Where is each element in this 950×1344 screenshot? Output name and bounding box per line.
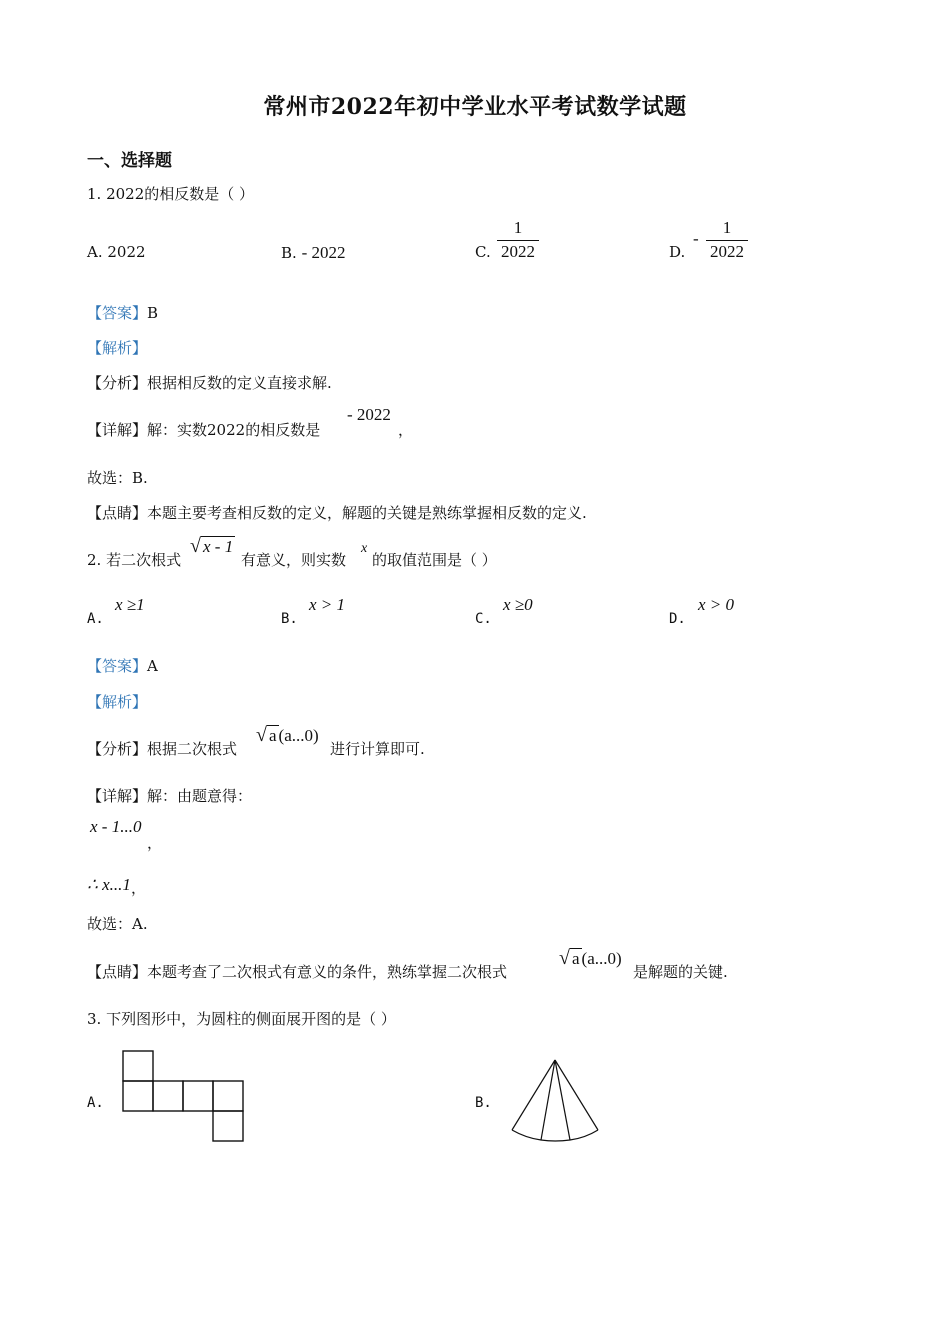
q2-choose: 故选：A. bbox=[87, 915, 148, 933]
q2-fenxi-condition: (a...0) bbox=[278, 726, 319, 745]
q1-option-c-label: C. bbox=[475, 243, 491, 261]
sqrt-icon: √ bbox=[256, 724, 267, 746]
q2-dianjing-pre bbox=[87, 961, 507, 982]
q2-fenxi-math bbox=[256, 724, 319, 747]
q1-option-d-fraction bbox=[706, 218, 748, 262]
q2-step2: ∴ x...1 bbox=[87, 875, 131, 894]
q2-stem-pre: 2. 若二次根式 bbox=[87, 551, 182, 569]
answer-tag: 【答案】 bbox=[87, 304, 148, 322]
q2-step2-comma: ， bbox=[131, 879, 147, 897]
q2-detail bbox=[87, 785, 252, 806]
q2-step1-comma: ， bbox=[147, 834, 163, 852]
detail-tag: 【详解】 bbox=[87, 421, 148, 439]
q1-option-a bbox=[87, 243, 146, 261]
q2-option-d-label: D. bbox=[669, 611, 686, 627]
q2-fenxi-text: 根据二次根式 bbox=[147, 740, 238, 758]
q1-dianjing-text: 本题主要考查相反数的定义，解题的关键是熟练掌握相反数的定义. bbox=[147, 504, 587, 522]
q1-stem: 1. 2022的相反数是（ ） bbox=[87, 185, 255, 203]
q2-option-c-value: x ≥0 bbox=[503, 595, 533, 614]
q1-option-d-sign: - bbox=[693, 229, 699, 248]
detail-tag: 【详解】 bbox=[87, 787, 148, 805]
q1-option-b-value: - 2022 bbox=[301, 243, 346, 262]
q1-detail bbox=[87, 419, 320, 440]
q2-dianjing-radicand: a bbox=[571, 949, 580, 968]
q1-analysis-tag: 【解析】 bbox=[87, 339, 148, 357]
q3-stem: 3. 下列图形中，为圆柱的侧面展开图的是（ ） bbox=[87, 1010, 396, 1028]
q2-answer-value: A bbox=[147, 657, 158, 675]
section-heading: 一、选择题 bbox=[87, 151, 172, 171]
answer-tag: 【答案】 bbox=[87, 657, 148, 675]
q1-answer-value: B bbox=[147, 304, 159, 322]
fenxi-tag: 【分析】 bbox=[87, 374, 148, 392]
q1-option-c-numerator: 1 bbox=[513, 218, 523, 237]
q2-detail-text: 解：由题意得： bbox=[147, 787, 253, 805]
q3-option-b-cone-figure bbox=[508, 1058, 602, 1142]
q2-dianjing-condition: (a...0) bbox=[581, 949, 622, 968]
q1-dianjing bbox=[87, 502, 587, 523]
q2-fenxi-post: 进行计算即可. bbox=[330, 740, 425, 758]
q1-option-a-label: A. bbox=[87, 243, 103, 261]
q2-option-a-label: A. bbox=[87, 611, 104, 627]
q2-option-b-label: B. bbox=[281, 611, 298, 627]
q2-fenxi-pre bbox=[87, 738, 237, 759]
q3-option-a-label: A. bbox=[87, 1095, 104, 1111]
q1-answer bbox=[87, 302, 158, 323]
sqrt-icon: √ bbox=[190, 535, 201, 557]
q1-detail-comma: ， bbox=[398, 421, 414, 439]
q2-option-a-value: x ≥1 bbox=[115, 595, 145, 614]
q3-option-b-label: B. bbox=[475, 1095, 492, 1111]
q1-detail-text: 解：实数2022的相反数是 bbox=[147, 421, 321, 439]
q2-dianjing-post: 是解题的关键. bbox=[633, 963, 728, 981]
q1-detail-math: - 2022 bbox=[347, 405, 391, 424]
q2-stem-radicand: x - 1 bbox=[202, 537, 234, 556]
sqrt-icon: √ bbox=[559, 947, 570, 969]
q1-option-d-denominator: 2022 bbox=[710, 242, 744, 261]
q2-stem-mid: 有意义，则实数 bbox=[241, 551, 347, 569]
q2-option-d-value: x > 0 bbox=[698, 595, 735, 614]
q2-dianjing-text: 本题考查了二次根式有意义的条件，熟练掌握二次根式 bbox=[147, 963, 508, 981]
q2-stem-post: 的取值范围是（ ） bbox=[372, 551, 497, 569]
fraction-bar bbox=[497, 240, 539, 241]
q1-option-b-label: B. bbox=[281, 244, 297, 262]
q1-option-d-label: D. bbox=[669, 243, 686, 261]
q1-choose: 故选：B. bbox=[87, 469, 148, 487]
q2-stem-radical bbox=[190, 535, 235, 558]
q2-option-c-label: C. bbox=[475, 611, 492, 627]
q2-step1: x - 1...0 bbox=[90, 817, 142, 836]
dianjing-tag: 【点睛】 bbox=[87, 963, 148, 981]
q2-option-b-value: x > 1 bbox=[309, 595, 346, 614]
q2-analysis-tag: 【解析】 bbox=[87, 693, 148, 711]
q2-fenxi-radicand: a bbox=[268, 726, 277, 745]
q2-answer bbox=[87, 655, 158, 676]
q2-stem-var: x bbox=[361, 541, 368, 556]
q1-option-b bbox=[281, 243, 346, 263]
q1-option-a-value: 2022 bbox=[107, 243, 146, 261]
page-title: 常州市2022年初中学业水平考试数学试题 bbox=[263, 94, 687, 120]
q1-option-c-denominator: 2022 bbox=[501, 242, 535, 261]
q1-option-d-numerator: 1 bbox=[722, 218, 732, 237]
q1-fenxi bbox=[87, 372, 332, 393]
q3-option-a-cube-net-figure bbox=[122, 1050, 246, 1142]
q1-option-c-fraction bbox=[497, 218, 539, 262]
fraction-bar bbox=[706, 240, 748, 241]
dianjing-tag: 【点睛】 bbox=[87, 504, 148, 522]
q2-dianjing-math bbox=[559, 947, 622, 970]
q1-fenxi-text: 根据相反数的定义直接求解. bbox=[147, 374, 332, 392]
fenxi-tag: 【分析】 bbox=[87, 740, 148, 758]
